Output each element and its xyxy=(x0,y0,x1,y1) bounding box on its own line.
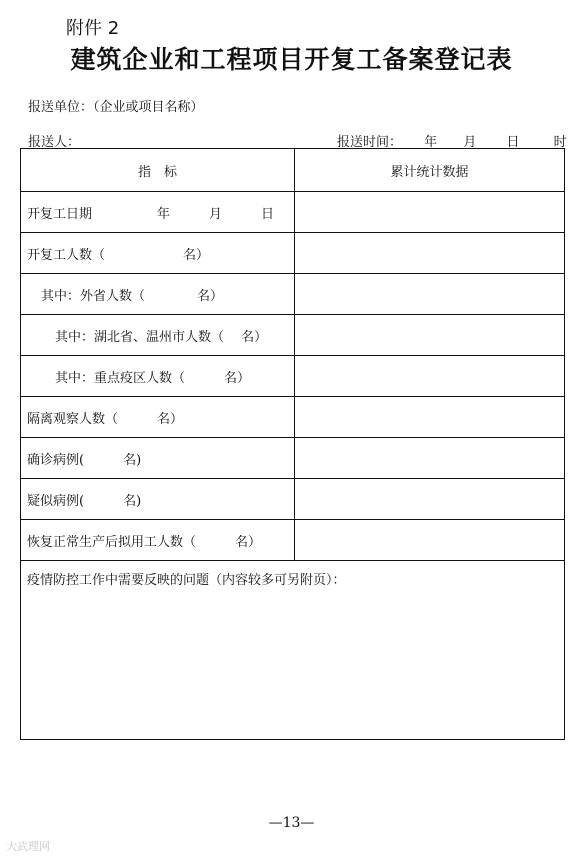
table-row xyxy=(21,233,565,274)
report-time-month: 月 xyxy=(463,135,477,150)
row-value-confirmed[interactable] xyxy=(295,438,565,479)
row-value-hubei-wenzhou[interactable] xyxy=(295,315,565,356)
page-number: —13— xyxy=(268,815,315,831)
table-row xyxy=(21,274,565,315)
page-title: 建筑企业和工程项目开复工备案登记表 xyxy=(70,45,513,74)
table-row xyxy=(21,479,565,520)
row-label-confirmed: 确诊病例( 名) xyxy=(21,438,295,479)
attachment-label: 附件 2 xyxy=(66,18,120,39)
row-label-suspected: 疑似病例( 名) xyxy=(21,479,295,520)
row-value-planned-workers[interactable] xyxy=(295,520,565,561)
header-indicator: 指 标 xyxy=(21,149,295,192)
row-label-out-of-province: 其中：外省人数（ 名） xyxy=(21,274,295,315)
row-label-workers: 开复工人数（ 名） xyxy=(21,233,295,274)
row-value-start-date[interactable] xyxy=(295,192,565,233)
report-time-year: 年 xyxy=(424,135,438,150)
table-row xyxy=(21,397,565,438)
table-row xyxy=(21,192,565,233)
row-label-start-date: 开复工日期 年 月 日 xyxy=(21,192,295,233)
report-unit-label: 报送单位：（企业或项目名称） xyxy=(28,100,204,115)
issues-row xyxy=(21,561,565,740)
row-label-planned-workers: 恢复正常生产后拟用工人数（ 名） xyxy=(21,520,295,561)
row-value-key-epidemic-area[interactable] xyxy=(295,356,565,397)
table-header-row xyxy=(21,149,565,192)
row-label-key-epidemic-area: 其中：重点疫区人数（ 名） xyxy=(21,356,295,397)
table-row xyxy=(21,438,565,479)
table-row xyxy=(21,356,565,397)
table-row xyxy=(21,315,565,356)
row-value-out-of-province[interactable] xyxy=(295,274,565,315)
issues-field[interactable]: 疫情防控工作中需要反映的问题（内容较多可另附页）： xyxy=(21,561,565,740)
row-value-quarantine[interactable] xyxy=(295,397,565,438)
report-time-hour: 时 xyxy=(553,135,567,150)
row-label-quarantine: 隔离观察人数（ 名） xyxy=(21,397,295,438)
row-value-suspected[interactable] xyxy=(295,479,565,520)
registration-table xyxy=(20,148,565,740)
report-time-label: 报送时间： xyxy=(337,135,403,150)
reporter-label: 报送人： xyxy=(28,135,81,150)
row-label-hubei-wenzhou: 其中：湖北省、温州市人数（ 名） xyxy=(21,315,295,356)
row-value-workers[interactable] xyxy=(295,233,565,274)
watermark: 大武理网 xyxy=(6,840,50,853)
report-time-day: 日 xyxy=(506,135,520,150)
header-cumulative-data: 累计统计数据 xyxy=(295,149,565,192)
table-row xyxy=(21,520,565,561)
